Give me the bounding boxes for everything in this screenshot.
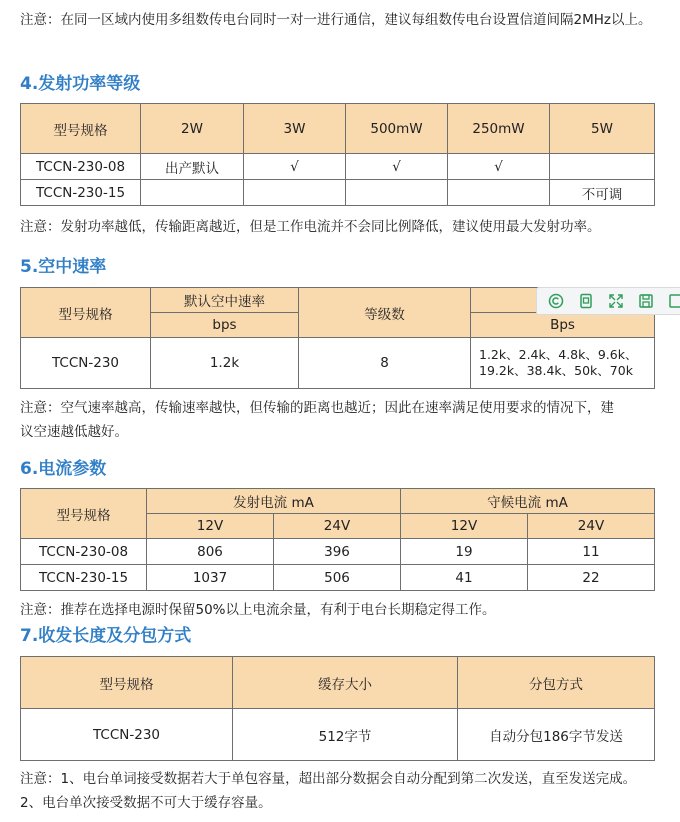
table-cell: 不可调 bbox=[550, 180, 655, 206]
table-header-row bbox=[21, 104, 655, 154]
header-cell: 12V bbox=[401, 514, 528, 539]
table-cell: 1.2k bbox=[151, 338, 299, 389]
current-note: 注意：推荐在选择电源时保留50%以上电流余量，有利于电台长期稳定得工作。 bbox=[20, 602, 496, 618]
header-cell: 2W bbox=[141, 104, 244, 154]
table-cell: 1037 bbox=[147, 565, 274, 591]
table-cell: 22 bbox=[528, 565, 655, 591]
table-cell bbox=[550, 154, 655, 180]
header-cell: 型号规格 bbox=[21, 657, 233, 709]
save-icon[interactable] bbox=[637, 291, 655, 311]
header-cell: 型号规格 bbox=[21, 489, 147, 539]
header-cell: Bps bbox=[471, 313, 655, 338]
airspeed-note-line: 注意：空气速率越高，传输速率越快，但传输的距离也越近；因此在速率满足使用要求的情况下，建 bbox=[20, 400, 614, 416]
table-row bbox=[21, 180, 655, 206]
table-cell: TCCN-230 bbox=[21, 338, 151, 389]
table-cell: 11 bbox=[528, 539, 655, 565]
table-cell bbox=[244, 180, 346, 206]
table-cell bbox=[471, 338, 655, 389]
rate-options-line: 1.2k、2.4k、4.8k、9.6k、 bbox=[479, 347, 638, 362]
section-heading-airspeed: 5.空中速率 bbox=[20, 257, 107, 277]
table-cell: √ bbox=[244, 154, 346, 180]
more-icon[interactable] bbox=[667, 291, 680, 311]
table-cell: 396 bbox=[274, 539, 401, 565]
table-row bbox=[21, 338, 655, 389]
table-cell: 8 bbox=[299, 338, 471, 389]
table-cell: 512字节 bbox=[233, 709, 458, 761]
power-note: 注意：发射功率越低，传输距离越近，但是工作电流并不会同比例降低，建议使用最大发射功率。 bbox=[20, 219, 601, 235]
header-cell: 250mW bbox=[448, 104, 550, 154]
table-cell: √ bbox=[448, 154, 550, 180]
copyright-icon[interactable] bbox=[547, 291, 565, 311]
header-cell: 缓存大小 bbox=[233, 657, 458, 709]
table-cell: 自动分包186字节发送 bbox=[458, 709, 655, 761]
header-cell: 型号规格 bbox=[21, 288, 151, 338]
table-cell: 806 bbox=[147, 539, 274, 565]
rate-options-line: 19.2k、38.4k、50k、70k bbox=[479, 363, 633, 378]
table-cell bbox=[448, 180, 550, 206]
header-cell: 分包方式 bbox=[458, 657, 655, 709]
header-cell: 型号规格 bbox=[21, 104, 141, 154]
header-cell: 等级数 bbox=[299, 288, 471, 338]
power-table bbox=[20, 103, 655, 206]
copy-icon[interactable] bbox=[577, 291, 595, 311]
packet-note-line: 2、电台单次接受数据不可大于缓存容量。 bbox=[20, 795, 272, 811]
table-cell: TCCN-230 bbox=[21, 709, 233, 761]
intro-note: 注意：在同一区域内使用多组数传电台同时一对一进行通信，建议每组数传电台设置信道间隔2MHz以上。 bbox=[20, 12, 652, 28]
header-cell: 24V bbox=[528, 514, 655, 539]
header-cell: 24V bbox=[274, 514, 401, 539]
table-row bbox=[21, 709, 655, 761]
table-row bbox=[21, 565, 655, 591]
packet-table bbox=[20, 656, 655, 761]
section-heading-power: 4.发射功率等级 bbox=[20, 74, 141, 94]
table-cell: TCCN-230-08 bbox=[21, 154, 141, 180]
header-cell: 500mW bbox=[346, 104, 448, 154]
header-cell: bps bbox=[151, 313, 299, 338]
header-cell: 默认空中速率 bbox=[151, 288, 299, 313]
header-cell: 发射电流 mA bbox=[147, 489, 401, 514]
packet-note-line: 注意：1、电台单词接受数据若大于单包容量，超出部分数据会自动分配到第二次发送，直至发送完成。 bbox=[20, 771, 637, 787]
table-row bbox=[21, 539, 655, 565]
table-cell: TCCN-230-15 bbox=[21, 180, 141, 206]
table-cell: 出产默认 bbox=[141, 154, 244, 180]
table-cell: 19 bbox=[401, 539, 528, 565]
table-row bbox=[21, 154, 655, 180]
table-header-row bbox=[21, 657, 655, 709]
section-heading-current: 6.电流参数 bbox=[20, 459, 107, 479]
table-cell: √ bbox=[346, 154, 448, 180]
header-cell: 12V bbox=[147, 514, 274, 539]
table-cell bbox=[141, 180, 244, 206]
table-header-row bbox=[21, 489, 655, 514]
current-table bbox=[20, 488, 655, 591]
table-cell: 506 bbox=[274, 565, 401, 591]
airspeed-note-line: 议空速越低越好。 bbox=[20, 424, 128, 440]
table-cell: TCCN-230-08 bbox=[21, 539, 147, 565]
header-cell: 5W bbox=[550, 104, 655, 154]
section-heading-packet: 7.收发长度及分包方式 bbox=[20, 626, 192, 646]
table-cell: TCCN-230-15 bbox=[21, 565, 147, 591]
header-cell: 守候电流 mA bbox=[401, 489, 655, 514]
header-cell: 3W bbox=[244, 104, 346, 154]
table-cell bbox=[346, 180, 448, 206]
expand-icon[interactable] bbox=[607, 291, 625, 311]
floating-toolbar bbox=[536, 287, 680, 315]
table-cell: 41 bbox=[401, 565, 528, 591]
